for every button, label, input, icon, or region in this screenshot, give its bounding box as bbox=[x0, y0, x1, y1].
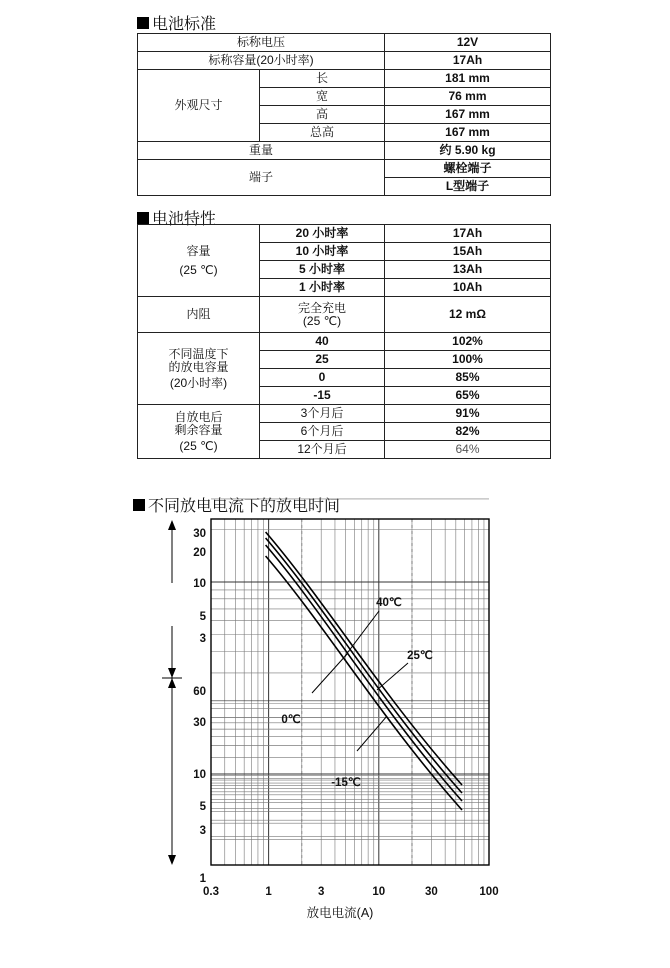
temp-capacity-label-line3: (20小时率) bbox=[169, 375, 228, 390]
leader-line bbox=[377, 663, 408, 690]
period-3m-value: 91% bbox=[385, 405, 551, 423]
temp-minus15-value: 65% bbox=[385, 387, 551, 405]
period-6m-label: 6个月后 bbox=[260, 423, 385, 441]
series-line bbox=[266, 556, 462, 810]
period-6m-value: 82% bbox=[385, 423, 551, 441]
resistance-condition-line2: (25 ℃) bbox=[302, 313, 342, 328]
y-tick-label: 5 bbox=[199, 801, 206, 813]
resistance-value: 12 mΩ bbox=[385, 297, 551, 333]
x-tick-label: 10 bbox=[372, 886, 386, 898]
period-12m-value: 64% bbox=[385, 441, 551, 459]
weight-label: 重量 bbox=[138, 142, 385, 160]
terminal-bolt-value: 螺栓端子 bbox=[385, 160, 551, 178]
weight-value: 约 5.90 kg bbox=[385, 142, 551, 160]
section-title-text: 电池特性 bbox=[152, 211, 217, 228]
length-label: 长 bbox=[260, 70, 385, 88]
temp-0-value: 85% bbox=[385, 369, 551, 387]
series-line bbox=[266, 538, 462, 793]
arrow-up-icon bbox=[168, 678, 176, 688]
y-tick-label: 20 bbox=[193, 547, 206, 559]
self-discharge-label-line3: (25 ℃) bbox=[179, 438, 218, 453]
total-height-label: 总高 bbox=[260, 124, 385, 142]
nominal-capacity-label: 标称容量(20小时率) bbox=[138, 52, 385, 70]
y-tick-label: 60 bbox=[193, 686, 206, 698]
resistance-label: 内阻 bbox=[138, 297, 260, 333]
series-label: 40℃ bbox=[376, 597, 402, 609]
height-value: 167 mm bbox=[385, 106, 551, 124]
x-tick-label: 100 bbox=[479, 886, 499, 898]
rate-5h-label: 5 小时率 bbox=[260, 261, 385, 279]
nominal-capacity-value: 17Ah bbox=[385, 52, 551, 70]
y-tick-label: 30 bbox=[193, 717, 206, 729]
series-label: 25℃ bbox=[407, 650, 433, 662]
nominal-voltage-label: 标称电压 bbox=[138, 34, 385, 52]
x-tick-label: 30 bbox=[424, 886, 438, 898]
period-12m-label: 12个月后 bbox=[260, 441, 385, 459]
plot-border bbox=[211, 519, 489, 865]
y-tick-label: 3 bbox=[199, 633, 206, 645]
capacity-label-line1: 容量 bbox=[186, 243, 211, 258]
y-tick-label: 5 bbox=[199, 611, 206, 623]
series-label: -15℃ bbox=[331, 777, 361, 789]
arrow-down-icon bbox=[168, 668, 176, 678]
y-tick-label: 1 bbox=[199, 873, 206, 885]
rate-1h-value: 10Ah bbox=[385, 279, 551, 297]
temp-capacity-label-line1: 不同温度下 bbox=[168, 346, 229, 361]
rate-20h-value: 17Ah bbox=[385, 225, 551, 243]
y-tick-label: 10 bbox=[193, 578, 206, 590]
x-tick-label: 1 bbox=[265, 886, 272, 898]
rate-10h-label: 10 小时率 bbox=[260, 243, 385, 261]
temp-capacity-label-line2: 的放电容量 bbox=[168, 359, 229, 374]
series-label: 0℃ bbox=[281, 714, 301, 726]
y-tick-label: 10 bbox=[193, 769, 206, 781]
x-tick-label: 3 bbox=[317, 886, 325, 898]
x-axis-label: 放电电流(A) bbox=[306, 906, 374, 920]
temp-40-value: 102% bbox=[385, 333, 551, 351]
terminal-label: 端子 bbox=[138, 160, 385, 196]
total-height-value: 167 mm bbox=[385, 124, 551, 142]
rate-5h-value: 13Ah bbox=[385, 261, 551, 279]
temp-minus15-label: -15 bbox=[260, 387, 385, 405]
temp-0-label: 0 bbox=[260, 369, 385, 387]
rate-10h-value: 15Ah bbox=[385, 243, 551, 261]
x-tick-label: 0.3 bbox=[203, 886, 219, 898]
period-3m-label: 3个月后 bbox=[260, 405, 385, 423]
temp-25-value: 100% bbox=[385, 351, 551, 369]
arrow-down-icon bbox=[168, 855, 176, 865]
capacity-label-line2: (25 ℃) bbox=[179, 262, 218, 277]
terminal-l-type-value: L型端子 bbox=[385, 178, 551, 196]
rate-20h-label: 20 小时率 bbox=[260, 225, 385, 243]
y-tick-label: 30 bbox=[193, 528, 206, 540]
rate-1h-label: 1 小时率 bbox=[260, 279, 385, 297]
nominal-voltage-value: 12V bbox=[385, 34, 551, 52]
y-tick-label: 3 bbox=[199, 825, 206, 837]
temp-25-label: 25 bbox=[260, 351, 385, 369]
section-title-text: 不同放电电流下的放电时间 bbox=[148, 498, 341, 515]
height-label: 高 bbox=[260, 106, 385, 124]
section-title-text: 电池标准 bbox=[152, 16, 217, 33]
width-value: 76 mm bbox=[385, 88, 551, 106]
resistance-condition-line1: 完全充电 bbox=[297, 300, 346, 315]
dimensions-label: 外观尺寸 bbox=[138, 70, 260, 142]
self-discharge-label-line2: 剩余容量 bbox=[174, 422, 223, 437]
self-discharge-label-line1: 自放电后 bbox=[174, 409, 223, 424]
width-label: 宽 bbox=[260, 88, 385, 106]
length-value: 181 mm bbox=[385, 70, 551, 88]
temp-40-label: 40 bbox=[260, 333, 385, 351]
arrow-up-icon bbox=[168, 520, 176, 530]
